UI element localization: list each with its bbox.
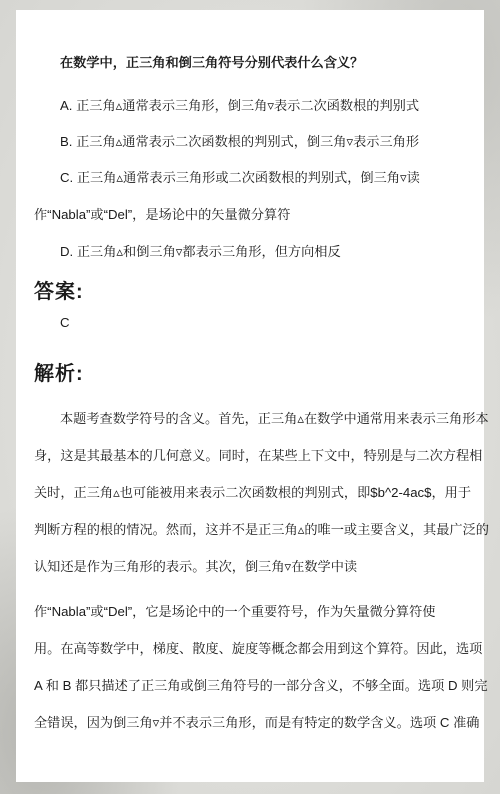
option-b: B. 正三角▵通常表示二次函数根的判别式，倒三角▿表示三角形: [60, 134, 420, 149]
option-d: D. 正三角▵和倒三角▿都表示三角形，但方向相反: [60, 244, 341, 259]
analysis-line: 本题考查数学符号的含义。首先，正三角▵在数学中通常用来表示三角形本: [60, 411, 489, 426]
answer-heading: 答案:: [34, 281, 84, 303]
option-c-continued: 作“Nabla”或“Del”，是场论中的矢量微分算符: [34, 207, 291, 222]
analysis-line: 认知还是作为三角形的表示。其次，倒三角▿在数学中读: [34, 559, 358, 574]
analysis-line: 判断方程的根的情况。然而，这并不是正三角▵的唯一或主要含义，其最广泛的: [34, 522, 489, 537]
option-a: A. 正三角▵通常表示三角形，倒三角▿表示二次函数根的判别式: [60, 98, 420, 113]
analysis-line: 用。在高等数学中，梯度、散度、旋度等概念都会用到这个算符。因此，选项: [34, 641, 483, 656]
analysis-line: A 和 B 都只描述了正三角或倒三角符号的一部分含义，不够全面。选项 D 则完: [34, 678, 488, 693]
question-text: 在数学中，正三角和倒三角符号分别代表什么含义？: [60, 55, 364, 70]
analysis-line: 身，这是其最基本的几何意义。同时，在某些上下文中，特别是与二次方程相: [34, 448, 483, 463]
analysis-line: 关时，正三角▵也可能被用来表示二次函数根的判别式，即$b^2-4ac$，用于: [34, 485, 472, 500]
question-card: [16, 10, 489, 782]
analysis-line: 作“Nabla”或“Del”，它是场论中的一个重要符号，作为矢量微分算符使: [34, 604, 436, 619]
analysis-heading: 解析:: [34, 363, 84, 385]
answer-value: C: [60, 315, 70, 330]
option-c: C. 正三角▵通常表示三角形或二次函数根的判别式，倒三角▿读: [60, 170, 420, 185]
analysis-line: 全错误，因为倒三角▿并不表示三角形，而是有特定的数学含义。选项 C 准确: [34, 715, 480, 730]
